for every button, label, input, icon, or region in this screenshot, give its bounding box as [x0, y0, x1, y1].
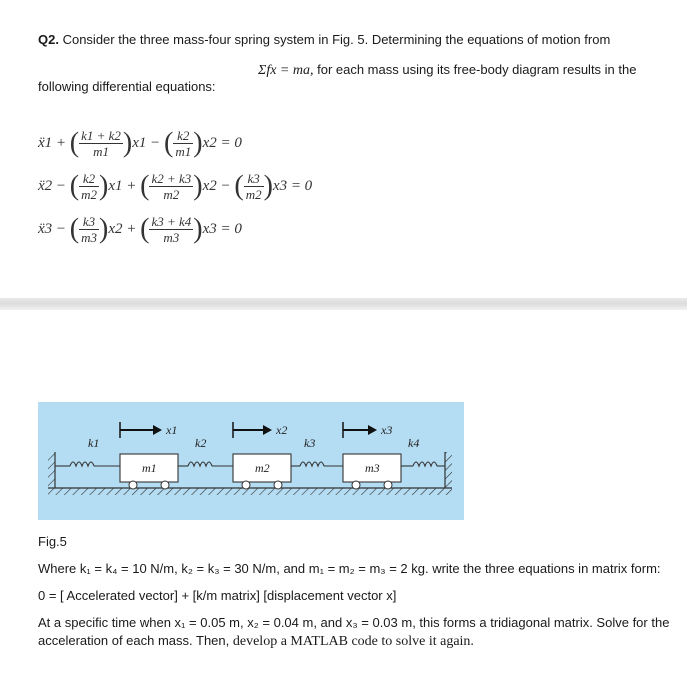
paragraph-specific-time: At a specific time when x₁ = 0.05 m, x₂ = 0.04 m, and x₃ = 0.03 m, this forms a tridiagonal matrix. Solve for the	[38, 615, 670, 630]
eq2-term-a: x1 +	[108, 177, 137, 194]
spring-k1	[55, 462, 120, 466]
equation-1: ẍ1 + ( $\frac{k1 + k2}{m1}$ )x1 − ( $\frac{k2}{m1}$ )x2 = 0	[38, 127, 242, 159]
eq1-frac-1: $\frac{k1 + k2}{m1}$	[81, 128, 121, 159]
eq2-term-b: x2 −	[202, 177, 231, 194]
eq3-frac-2: $\frac{k3 + k4}{m3}$	[151, 214, 192, 245]
label-x3: x3	[381, 423, 393, 437]
mass-spring-figure	[38, 402, 464, 520]
paragraph-matrix-form: 0 = [ Accelerated vector] + [k/m matrix] [displacement vector x]	[38, 588, 397, 603]
ground-hatch	[48, 488, 452, 495]
paragraph-matlab-b: develop a MATLAB code to solve it again.	[232, 634, 474, 649]
eq3-term-b: x3 = 0	[202, 220, 242, 237]
equation-3: ẍ3 − ( $\frac{k3}{m3}$ )x2 + ( $\frac{k3 + k4}{m3}$ )x3 = 0	[38, 213, 242, 245]
right-wall	[445, 452, 452, 488]
left-wall	[48, 452, 55, 488]
page-divider	[0, 298, 687, 310]
eq2-frac-2: $\frac{k2 + k3}{m2}$	[151, 171, 192, 202]
arrow-x2-icon	[233, 422, 272, 438]
paragraph-given-values: Where k₁ = k₄ = 10 N/m, k₂ = k₃ = 30 N/m, and m₁ = m₂ = m₃ = 2 kg. write the three equations in matrix form:	[38, 561, 661, 576]
eq2-frac-1: $\frac{k2}{m2}$	[81, 171, 97, 202]
label-k2: k2	[195, 436, 207, 450]
eq3-term-a: x2 +	[108, 220, 137, 237]
question-number: Q2.	[38, 32, 59, 47]
eq1-lhs: ẍ1 +	[38, 134, 67, 151]
question-line-1	[38, 32, 610, 47]
figure-caption: Fig.5	[38, 534, 67, 549]
equation-2: ẍ2 − ( $\frac{k2}{m2}$ )x1 + ( $\frac{k2 + k3}{m2}$ )x2 − ( $\frac{k3}{m2}$ )x3 = 0	[38, 170, 313, 202]
label-x2: x2	[276, 423, 288, 437]
eq3-lhs: ẍ3 −	[38, 220, 67, 237]
arrow-x1-icon	[120, 422, 162, 438]
label-m2: m2	[255, 461, 270, 475]
eq2-term-c: x3 = 0	[272, 177, 313, 194]
eq1-term-b: x2 = 0	[202, 134, 242, 151]
newton-formula: Σfx = ma,	[258, 63, 314, 78]
question-line-2	[258, 62, 636, 79]
paragraph-matlab	[38, 633, 474, 650]
question-text-1: Consider the three mass-four spring system in Fig. 5. Determining the equations of motion from	[58, 32, 611, 47]
label-k4: k4	[408, 436, 420, 450]
arrow-x3-icon	[343, 422, 377, 438]
question-text-2: for each mass using its free-body diagram results in the	[313, 62, 637, 77]
eq2-frac-3: $\frac{k3}{m2}$	[245, 171, 262, 202]
spring-k3	[291, 462, 343, 466]
eq1-frac-2: $\frac{k2}{m1}$	[175, 128, 192, 159]
eq3-frac-1: $\frac{k3}{m3}$	[81, 214, 97, 245]
label-k3: k3	[304, 436, 316, 450]
paragraph-matlab-a: acceleration of each mass. Then,	[38, 633, 233, 648]
mass-spring-diagram	[38, 402, 464, 520]
label-x1: x1	[166, 423, 178, 437]
eq2-lhs: ẍ2 −	[38, 177, 67, 194]
spring-k2	[178, 462, 233, 466]
question-line-3: following differential equations:	[38, 79, 216, 94]
eq1-term-a: x1 −	[132, 134, 161, 151]
label-m3: m3	[365, 461, 380, 475]
spring-k4	[401, 462, 445, 466]
label-k1: k1	[88, 436, 100, 450]
label-m1: m1	[142, 461, 157, 475]
